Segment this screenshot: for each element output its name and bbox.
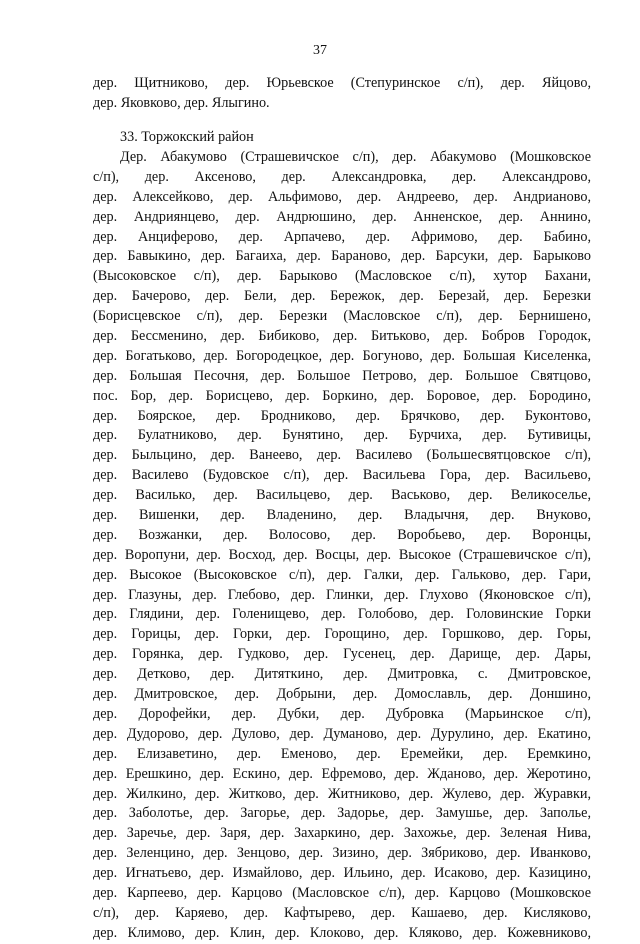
text-line: дер. Горицы, дер. Горки, дер. Горощино, дер. Горшково, дер. Горы, — [93, 626, 591, 643]
text-line: дер. Бачерово, дер. Бели, дер. Бережок, дер. Березай, дер. Березки — [93, 288, 591, 305]
text-line: дер. Щитниково, дер. Юрьевское (Степуринское с/п), дер. Яйцово, — [93, 75, 591, 91]
section-paragraph — [93, 148, 591, 944]
text-line: дер. Высокое (Высоковское с/п), дер. Галки, дер. Гальково, дер. Гари, — [93, 566, 591, 583]
text-line: дер. Яковково, дер. Ялыгино. — [93, 94, 270, 111]
text-line: Дер. Абакумово (Страшевичское с/п), дер. Абакумово (Мошковское — [120, 149, 591, 165]
text-line: дер. Боярское, дер. Бродниково, дер. Брячково, дер. Буконтово, — [93, 407, 591, 424]
page-number: 37 — [313, 43, 327, 58]
text-line: дер. Зеленцино, дер. Зенцово, дер. Зизино, дер. Зябриково, дер. Иванково, — [93, 845, 591, 862]
text-line: (Борисцевское с/п), дер. Березки (Масловское с/п), дер. Бернишено, — [93, 308, 591, 325]
text-line: с/п), дер. Каряево, дер. Кафтырево, дер. Кашаево, дер. Кисляково, — [93, 904, 591, 921]
text-line: дер. Василько, дер. Васильцево, дер. Васьково, дер. Великоселье, — [93, 487, 591, 504]
text-line: дер. Дудорово, дер. Дулово, дер. Думаново, дер. Дурулино, дер. Екатино, — [93, 725, 591, 742]
text-line: дер. Жилкино, дер. Житково, дер. Житниково, дер. Жулево, дер. Журавки, — [93, 785, 591, 802]
section-heading: 33. Торжокский район — [120, 129, 254, 145]
text-line: дер. Бессменино, дер. Бибиково, дер. Битьково, дер. Бобров Городок, — [93, 328, 591, 345]
text-line: дер. Карпеево, дер. Карцово (Масловское с/п), дер. Карцово (Мошковское — [93, 884, 591, 901]
text-line: дер. Заречье, дер. Заря, дер. Захаркино, дер. Захожье, дер. Зеленая Нива, — [93, 825, 591, 842]
text-line: дер. Булатниково, дер. Бунятино, дер. Бурчиха, дер. Бутивицы, — [93, 427, 591, 444]
text-line: дер. Игнатьево, дер. Измайлово, дер. Ильино, дер. Исаково, дер. Казицино, — [93, 865, 591, 882]
text-line: дер. Анциферово, дер. Арпачево, дер. Афримово, дер. Бабино, — [93, 228, 591, 245]
text-line: дер. Заболотье, дер. Загорье, дер. Задорье, дер. Замушье, дер. Заполье, — [93, 805, 591, 822]
text-line: дер. Климово, дер. Клин, дер. Клоково, дер. Кляково, дер. Кожевниково, — [93, 924, 591, 941]
text-line: дер. Быльцино, дер. Ванеево, дер. Василево (Большесвятцовское с/п), — [93, 447, 591, 464]
text-line: дер. Большая Песочня, дер. Большое Петрово, дер. Большое Святцово, — [93, 367, 591, 384]
text-line: дер. Воропуни, дер. Восход, дер. Восцы, дер. Высокое (Страшевичское с/п), — [93, 546, 591, 563]
text-line: дер. Глазуны, дер. Глебово, дер. Глинки, дер. Глухово (Яконовское с/п), — [93, 586, 591, 603]
text-line: дер. Василево (Будовское с/п), дер. Васильева Гора, дер. Васильево, — [93, 467, 591, 484]
text-line: дер. Бавыкино, дер. Багаиха, дер. Бараново, дер. Барсуки, дер. Барыково — [93, 248, 591, 265]
text-line: дер. Ерешкино, дер. Ескино, дер. Ефремово, дер. Жданово, дер. Жеротино, — [93, 765, 591, 782]
text-line: дер. Горянка, дер. Гудково, дер. Гусенец, дер. Дарище, дер. Дары, — [93, 646, 591, 663]
text-line: дер. Вишенки, дер. Владенино, дер. Владычня, дер. Внуково, — [93, 507, 591, 524]
text-line: дер. Алексейково, дер. Альфимово, дер. Андреево, дер. Андрианово, — [93, 188, 591, 205]
text-line: дер. Андриянцево, дер. Андрюшино, дер. Анненское, дер. Аннино, — [93, 208, 591, 225]
text-line: пос. Бор, дер. Борисцево, дер. Боркино, дер. Боровое, дер. Бородино, — [93, 387, 591, 404]
text-line: дер. Елизаветино, дер. Еменово, дер. Еремейки, дер. Еремкино, — [93, 745, 591, 762]
text-line: (Высоковское с/п), дер. Барыково (Масловское с/п), хутор Бахани, — [93, 268, 591, 285]
text-line: дер. Детково, дер. Дитяткино, дер. Дмитровка, с. Дмитровское, — [93, 666, 591, 683]
text-line: дер. Глядини, дер. Голенищево, дер. Голобово, дер. Головинские Горки — [93, 606, 591, 623]
text-line: с/п), дер. Аксеново, дер. Александровка, дер. Александрово, — [93, 168, 591, 185]
text-line: дер. Богатьково, дер. Богородецкое, дер. Богуново, дер. Большая Киселенка, — [93, 347, 591, 364]
text-line: дер. Возжанки, дер. Волосово, дер. Воробьево, дер. Воронцы, — [93, 526, 591, 543]
text-line: дер. Дмитровское, дер. Добрыни, дер. Домославль, дер. Доншино, — [93, 686, 591, 703]
continuation-paragraph — [93, 74, 591, 114]
text-line: дер. Дорофейки, дер. Дубки, дер. Дубровка (Марьинское с/п), — [93, 705, 591, 722]
